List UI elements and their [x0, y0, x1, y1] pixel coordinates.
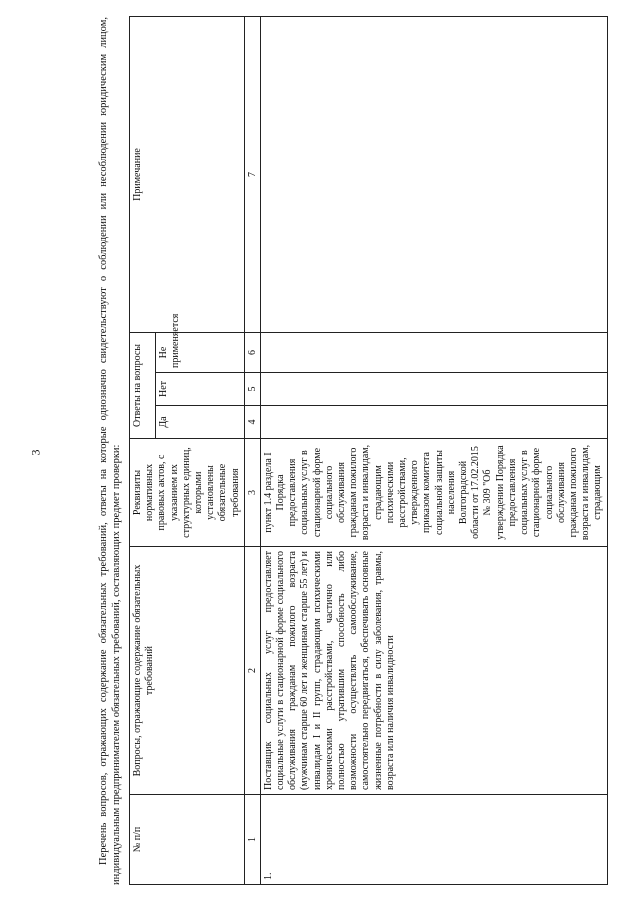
header-row	[130, 16, 156, 884]
intro-paragraph: Перечень вопросов, отражающих содержание обязательных требований, ответы на которые однозначно свидетельствуют о соблюдении или несоблюдении юридическим лицом, индивидуальным предпринимателем обязательных требований, составляющих предмет проверки:	[98, 17, 122, 885]
index-cell: 2	[244, 547, 260, 795]
header-question: Вопросы, отражающие содержание обязательных требований	[130, 547, 245, 795]
header-note: Примечание	[130, 16, 245, 332]
index-cell: 6	[244, 332, 260, 372]
index-cell: 4	[244, 406, 260, 439]
row-requisites: пункт 1.4 раздела I Порядка предоставления социальных услуг в стационарной форме социального обслуживания гражданам пожилого возраста и инвалидам, страдающим психическими расстройствами, утвержденного приказом комитета социальной защиты населения Волгоградской области от 17.02.2015 № 309 "Об утверждении Порядка предоставления социальных услуг в стационарной форме социального обслуживания гражданам пожилого возраста и инвалидам, страдающим	[260, 439, 607, 547]
row-num: 1.	[260, 795, 607, 885]
header-requisites: Реквизиты нормативных правовых актов, с указанием их структурных единиц, которыми установлены обязательные требования	[130, 439, 245, 547]
table-row	[260, 16, 607, 884]
header-yes: Да	[156, 406, 245, 439]
row-no	[260, 373, 607, 406]
index-cell: 5	[244, 373, 260, 406]
header-no: Нет	[156, 373, 245, 406]
row-question: Поставщик социальных услуг предоставляет социальные услуги в стационарной форме социального обслуживания гражданам пожилого возраста (мужчинам старше 60 лет и женщинам старше 55 лет) и инвалидам I и II групп, страдающим психическими хроническими расстройствами, частично или полностью утратившим способность либо возможности осуществлять самообслуживание, самостоятельно передвигаться, обеспечивать основные жизненные потребности в силу заболевания, травмы, возраста или наличия инвалидности	[260, 547, 607, 795]
landscape-content	[97, 15, 640, 885]
index-cell: 1	[244, 795, 260, 885]
row-note	[260, 16, 607, 332]
index-cell: 7	[244, 16, 260, 332]
header-na: Не применяется	[156, 332, 245, 372]
header-answers: Ответы на вопросы	[130, 332, 156, 438]
requirements-table	[129, 16, 608, 885]
header-num: № п/п	[130, 795, 245, 885]
index-cell: 3	[244, 439, 260, 547]
index-row	[244, 16, 260, 884]
page-number: 3	[28, 449, 43, 456]
row-yes	[260, 406, 607, 439]
row-na	[260, 332, 607, 372]
